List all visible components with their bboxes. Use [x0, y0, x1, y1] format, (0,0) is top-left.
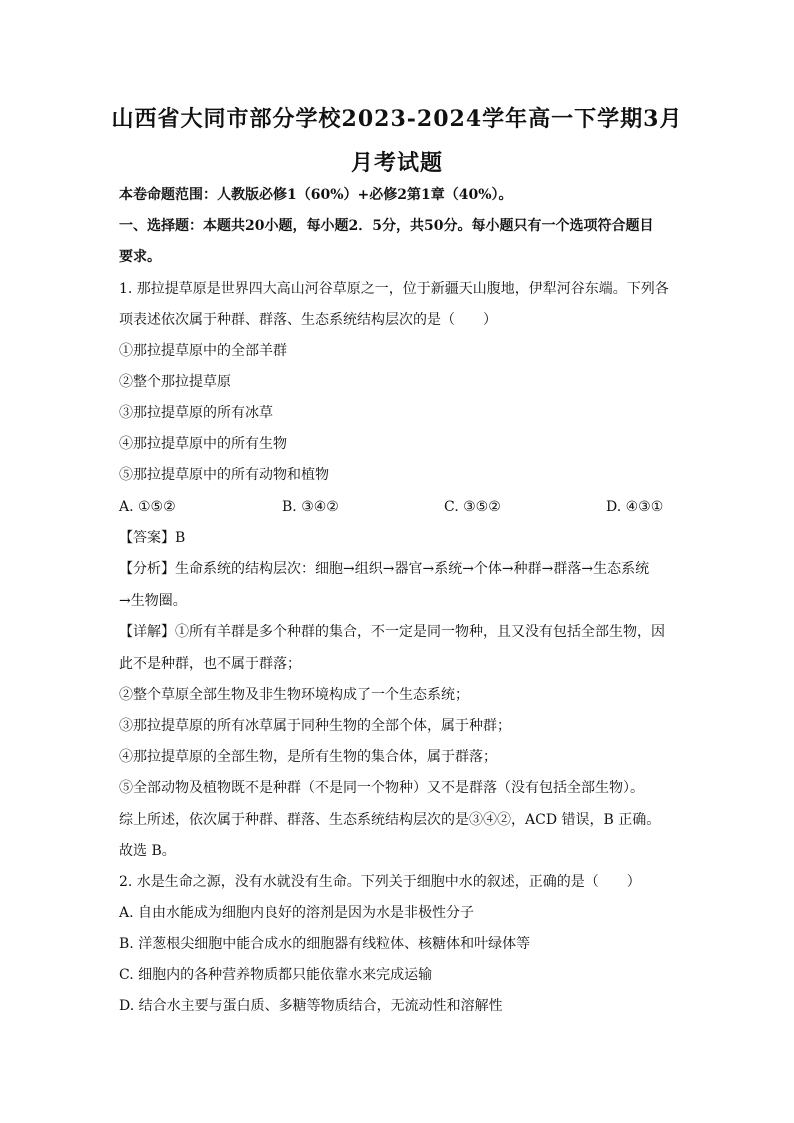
- q1-option-b: B. ③④②: [282, 499, 339, 515]
- q1-item: ⑤那拉提草原中的所有动物和植物: [119, 467, 329, 483]
- q2-option-d: D. 结合水主要与蛋白质、多糖等物质结合，无流动性和溶解性: [119, 998, 503, 1014]
- q1-option-c: C. ③⑤②: [444, 499, 501, 515]
- q1-answer: 【答案】B: [119, 530, 186, 546]
- q1-detail-line: 综上所述，依次属于种群、群落、生态系统结构层次的是③④②，ACD 错误，B 正确。: [119, 812, 661, 828]
- q2-option-c: C. 细胞内的各种营养物质都只能依靠水来完成运输: [119, 967, 433, 983]
- q1-option-a: A. ①⑤②: [119, 499, 176, 515]
- q1-stem-line2: 项表述依次属于种群、群落、生态系统结构层次的是（ ）: [119, 312, 497, 328]
- q1-detail-line: 此不是种群，也不属于群落；: [119, 656, 301, 672]
- q1-detail-line: ⑤全部动物及植物既不是种群（不是同一个物种）又不是群落（没有包括全部生物）。: [119, 780, 644, 796]
- q1-item: ③那拉提草原的所有冰草: [119, 405, 273, 421]
- q1-item: ①那拉提草原中的全部羊群: [119, 343, 287, 359]
- q1-item: ④那拉提草原中的所有生物: [119, 436, 287, 452]
- q2-option-a: A. 自由水能成为细胞内良好的溶剂是因为水是非极性分子: [119, 905, 475, 921]
- q1-stem-line1: 1. 那拉提草原是世界四大高山河谷草原之一，位于新疆天山腹地，伊犁河谷东端。下列各: [119, 281, 669, 297]
- q1-detail-line: ②整个草原全部生物及非生物环境构成了一个生态系统；: [119, 687, 469, 703]
- q2-option-b: B. 洋葱根尖细胞中能合成水的细胞器有线粒体、核糖体和叶绿体等: [119, 936, 531, 952]
- q1-item: ②整个那拉提草原: [119, 374, 231, 390]
- q1-option-d: D. ④③①: [606, 499, 664, 515]
- q1-analysis-line2: →生物圈。: [119, 593, 187, 609]
- q1-analysis-line1: 【分析】生命系统的结构层次：细胞→组织→器官→系统→个体→种群→群落→生态系统: [119, 561, 650, 577]
- section-heading-line2: 要求。: [119, 249, 161, 265]
- q1-detail-line: 故选 B。: [119, 843, 176, 859]
- exam-scope: 本卷命题范围：人教版必修1（60%）+必修2第1章（40%）。: [119, 187, 513, 203]
- q1-detail-line: ④那拉提草原的全部生物，是所有生物的集合体，属于群落；: [119, 749, 497, 765]
- q1-detail-line: ③那拉提草原的所有冰草属于同种生物的全部个体，属于种群；: [119, 718, 511, 734]
- q2-stem: 2. 水是生命之源，没有水就没有生命。下列关于细胞中水的叙述，正确的是（ ）: [119, 874, 641, 890]
- section-heading-line1: 一、选择题：本题共20小题，每小题2．5分，共50分。每小题只有一个选项符合题目: [119, 218, 654, 234]
- page-title-line1: 山西省大同市部分学校2023-2024学年高一下学期3月: [111, 106, 683, 132]
- q1-detail-line: 【详解】①所有羊群是多个种群的集合，不一定是同一物种，且又没有包括全部生物，因: [119, 624, 665, 640]
- page-title-line2: 月考试题: [350, 150, 443, 176]
